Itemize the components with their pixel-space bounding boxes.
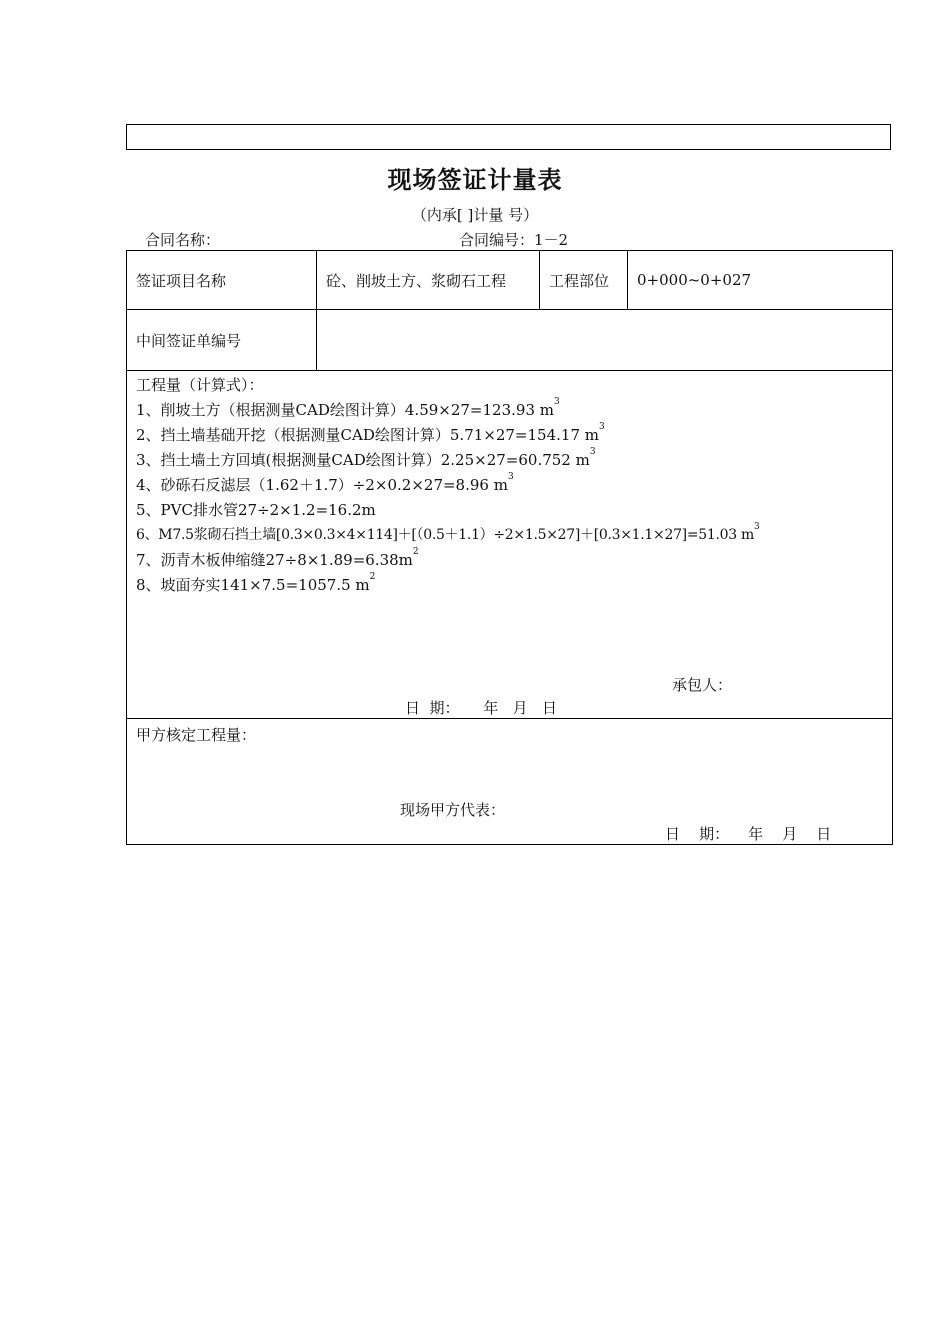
- voucher-no-value: [317, 310, 893, 371]
- table-row: [127, 251, 893, 310]
- list-item: 8、坡面夯实141×7.5=1057.5 $m^2$: [136, 572, 376, 594]
- info-table: [126, 250, 893, 371]
- list-item: 1、削坡土方（根据测量CAD绘图计算）4.59×27=123.93 $m^3$: [136, 397, 560, 419]
- list-item: 3、挡土墙土方回填(根据测量CAD绘图计算）2.25×27=60.752 $m^3$: [136, 447, 596, 469]
- list-item: 6、M7.5浆砌石挡土墙[0.3×0.3×4×114]＋[（0.5＋1.1）÷2×1.5×27]＋[0.3×1.1×27]=51.03 $m^3$: [136, 522, 760, 543]
- project-name-label: 签证项目名称: [127, 251, 317, 310]
- project-name-value: 砼、削坡土方、浆砌石工程: [317, 251, 540, 310]
- contractor-date-label: 日 期： 年 月 日: [405, 699, 557, 717]
- header-box: [126, 124, 891, 150]
- list-item: 2、挡土墙基础开挖（根据测量CAD绘图计算）5.71×27=154.17 $m^3$: [136, 422, 605, 444]
- page-title: 现场签证计量表: [387, 165, 563, 194]
- list-item: 4、砂砾石反滤层（1.62＋1.7）÷2×0.2×27=8.96 $m^3$: [136, 472, 514, 494]
- voucher-no-label: 中间签证单编号: [127, 310, 317, 371]
- table-row: [127, 310, 893, 371]
- contract-name-label: 合同名称：: [145, 231, 221, 249]
- contractor-label: 承包人：: [672, 676, 733, 694]
- list-item: 7、沥青木板伸缩缝$27\div 8\times 1.89=6.38m^2$: [136, 547, 419, 569]
- list-item: 5、PVC排水管27÷2×1.2=16.2m: [136, 501, 376, 519]
- location-label: 工程部位: [540, 251, 628, 310]
- approval-date-label: 日 期： 年 月 日: [665, 825, 832, 843]
- quantity-section: [126, 369, 893, 719]
- approval-section: [126, 718, 893, 845]
- approval-heading: 甲方核定工程量：: [136, 726, 257, 744]
- location-value: 0+000~0+027: [628, 251, 893, 310]
- quantity-heading: 工程量（计算式）：: [136, 376, 264, 394]
- page-subtitle: （内承[ ]计量 号）: [411, 206, 539, 224]
- owner-rep-label: 现场甲方代表：: [400, 801, 506, 819]
- contract-no-label: 合同编号：1－2: [459, 231, 569, 249]
